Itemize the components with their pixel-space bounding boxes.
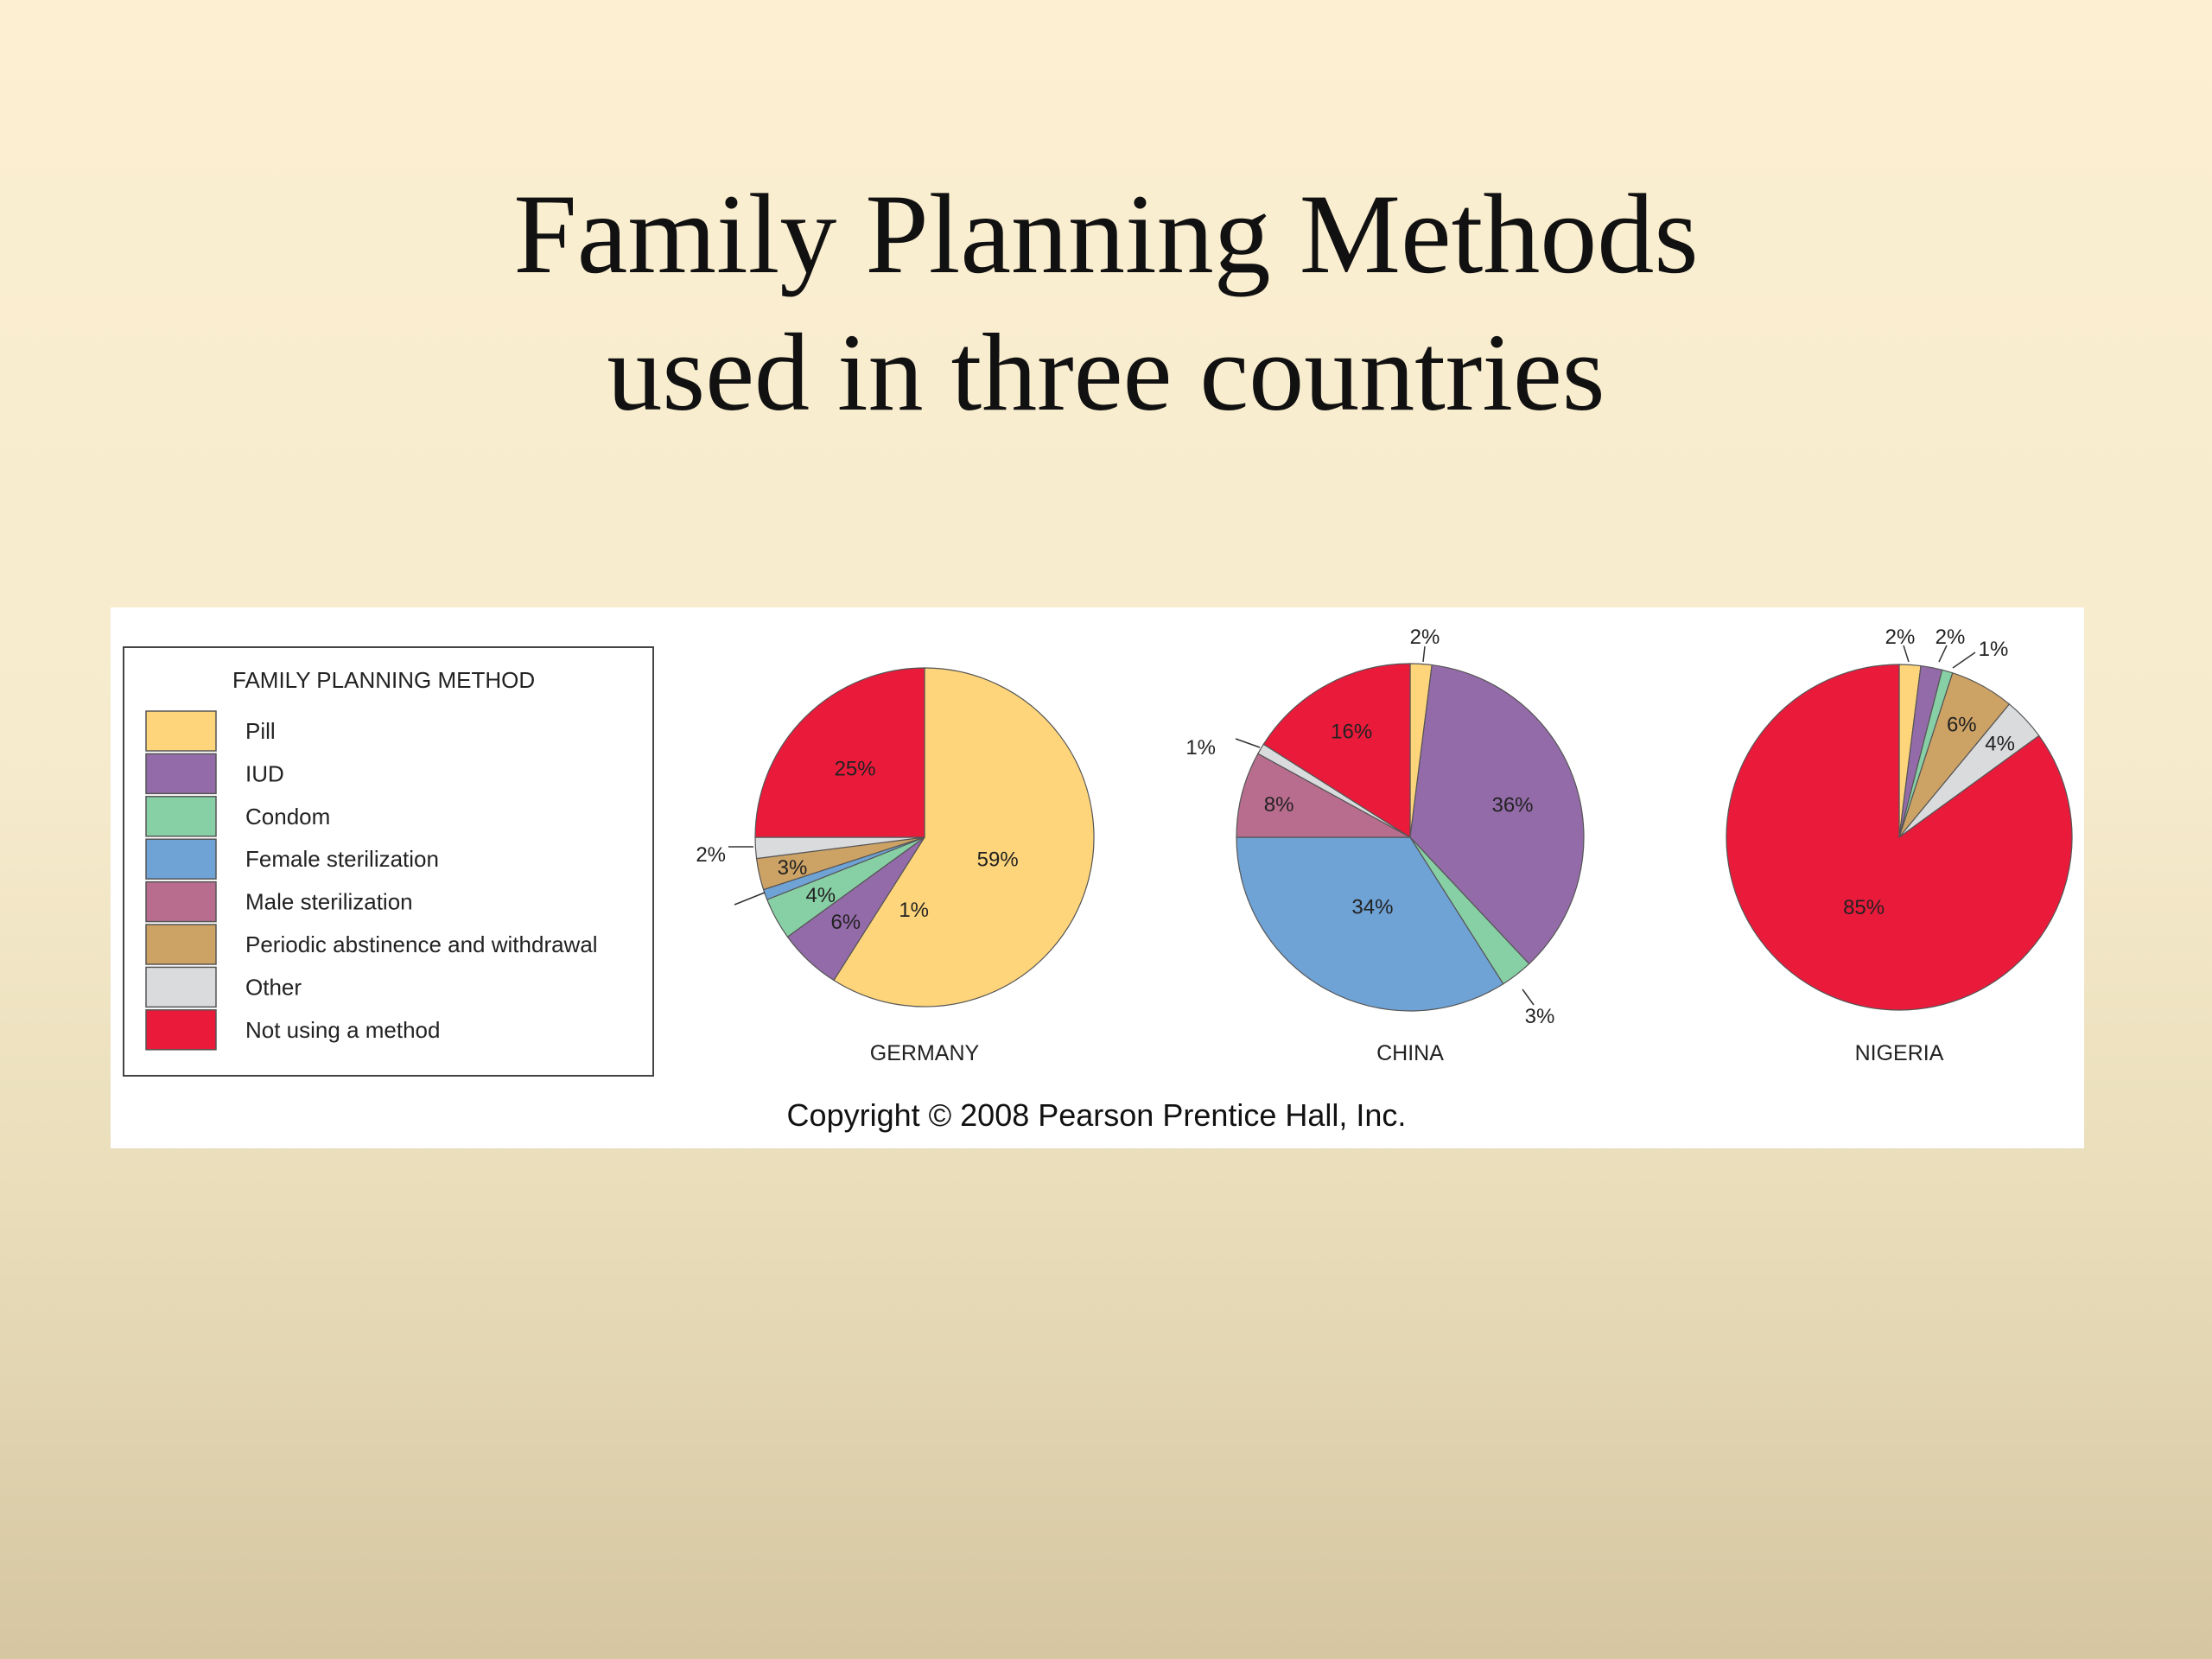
legend-label-other: Other bbox=[245, 974, 302, 1001]
legend-swatch-male-sterilization bbox=[146, 882, 216, 922]
slice-label-china-pill: 2% bbox=[1409, 626, 1440, 649]
pie-charts-figure bbox=[111, 607, 2084, 1148]
title-line-1: Family Planning Methods bbox=[513, 170, 1699, 297]
slice-label-germany-female-sterilization: 1% bbox=[899, 899, 929, 922]
legend-label-iud: IUD bbox=[245, 760, 284, 787]
pie-charts bbox=[696, 626, 2072, 1028]
legend-label-pill: Pill bbox=[245, 718, 276, 744]
slice-label-china-condom: 3% bbox=[1524, 1005, 1555, 1028]
china-title: CHINA bbox=[1376, 1041, 1444, 1065]
leader-line-nigeria-condom bbox=[1953, 652, 1975, 668]
slice-label-nigeria-not-using-a-method: 85% bbox=[1843, 896, 1885, 920]
slice-label-nigeria-other: 4% bbox=[1985, 732, 2015, 756]
legend-swatch-iud bbox=[146, 753, 216, 793]
legend-title: FAMILY PLANNING METHOD bbox=[232, 667, 536, 693]
pie-chart-germany bbox=[696, 668, 1094, 1007]
legend-label-periodic-abstinence: Periodic abstinence and withdrawal bbox=[245, 931, 598, 957]
title-line-2: used in three countries bbox=[607, 311, 1605, 434]
slice-label-nigeria-condom: 1% bbox=[1978, 638, 2009, 661]
slice-label-china-male-sterilization: 8% bbox=[1263, 793, 1294, 817]
legend-swatch-periodic-abstinence bbox=[146, 925, 216, 964]
slice-label-nigeria-iud: 2% bbox=[1935, 626, 1966, 649]
slice-label-germany-condom: 4% bbox=[805, 884, 836, 908]
slice-label-china-other: 1% bbox=[1185, 736, 1216, 760]
legend-label-female-sterilization: Female sterilization bbox=[245, 846, 439, 873]
leader-line-china-condom bbox=[1522, 989, 1534, 1005]
slice-label-germany-iud: 6% bbox=[830, 911, 861, 935]
nigeria-title: NIGERIA bbox=[1854, 1041, 1944, 1065]
legend-swatch-female-sterilization bbox=[146, 839, 216, 879]
pie-chart-china bbox=[1185, 626, 1584, 1028]
slice-label-germany-other: 2% bbox=[696, 843, 726, 867]
slice-label-china-iud: 36% bbox=[1491, 793, 1534, 817]
germany-title: GERMANY bbox=[869, 1041, 980, 1065]
legend-items bbox=[146, 711, 598, 1050]
slice-label-china-female-sterilization: 34% bbox=[1351, 895, 1394, 919]
legend-label-not-using: Not using a method bbox=[245, 1016, 441, 1043]
leader-line-china-other bbox=[1236, 739, 1260, 747]
slice-label-china-not-using-a-method: 16% bbox=[1331, 720, 1373, 744]
legend-swatch-condom bbox=[146, 797, 216, 836]
slice-label-germany-not-using-a-method: 25% bbox=[834, 757, 876, 781]
legend-swatch-other bbox=[146, 967, 216, 1007]
slice-label-germany-pill: 59% bbox=[976, 848, 1019, 872]
legend-label-male-sterilization: Male sterilization bbox=[245, 888, 413, 915]
pie-chart-nigeria bbox=[1726, 626, 2072, 1010]
copyright-text: Copyright © 2008 Pearson Prentice Hall, Inc. bbox=[786, 1097, 1407, 1133]
legend-swatch-not-using bbox=[146, 1010, 216, 1050]
legend-label-condom: Condom bbox=[245, 803, 331, 830]
slide-title bbox=[0, 170, 2212, 434]
figure-panel bbox=[111, 607, 2084, 1148]
slice-label-nigeria-periodic-abstinence-and-withdrawal: 6% bbox=[1946, 713, 1977, 737]
slice-label-germany-periodic-abstinence-and-withdrawal: 3% bbox=[777, 856, 808, 880]
slice-germany-not-using-a-method bbox=[755, 668, 925, 837]
leader-line-germany-female-sterilization bbox=[734, 893, 765, 905]
slice-label-nigeria-pill: 2% bbox=[1885, 626, 1916, 649]
legend-swatch-pill bbox=[146, 711, 216, 751]
